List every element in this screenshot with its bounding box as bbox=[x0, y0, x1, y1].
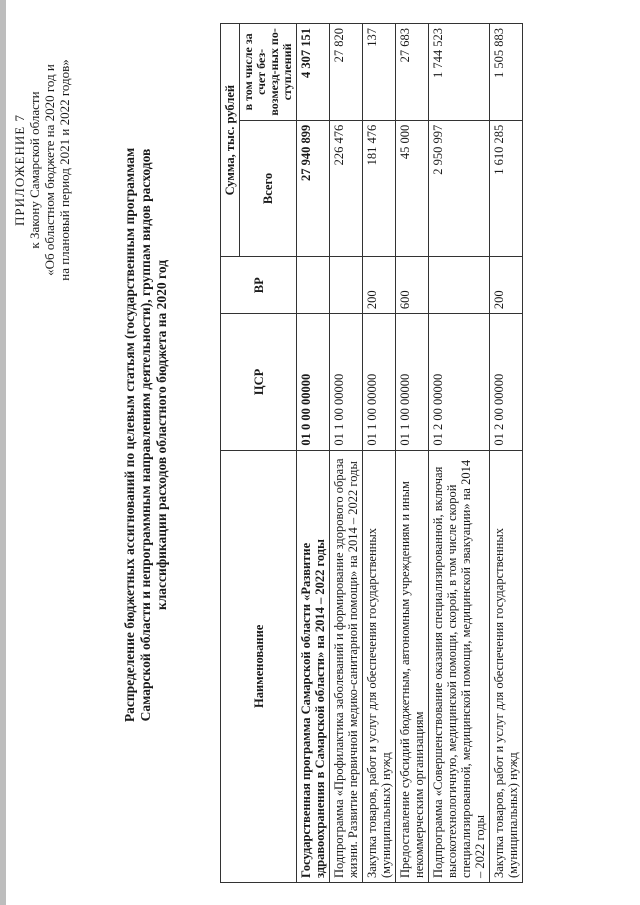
table-body bbox=[297, 24, 523, 883]
cell-free: 4 307 151 bbox=[297, 24, 330, 121]
cell-total: 27 940 899 bbox=[297, 120, 330, 257]
appendix-line: «Об областном бюджете на 2020 год и bbox=[42, 64, 57, 276]
header-free: в том числе за счет без-возмезд-ных по-ступлений bbox=[240, 24, 297, 121]
table-row bbox=[490, 24, 523, 883]
header-csr: ЦСР bbox=[221, 314, 297, 451]
cell-free: 27 820 bbox=[330, 24, 363, 121]
cell-name: Государственная программа Самарской области «Развитие здравоохранения в Самарской области» на 2014 – 2022 годы bbox=[297, 450, 330, 882]
header-sum-group: Сумма, тыс. рублей bbox=[221, 24, 240, 257]
table-row bbox=[330, 24, 363, 883]
cell-csr: 01 1 00 00000 bbox=[363, 314, 396, 451]
header-name: Наименование bbox=[221, 450, 297, 882]
header-vr: ВР bbox=[221, 257, 297, 314]
cell-csr: 01 1 00 00000 bbox=[396, 314, 429, 451]
appendix-block bbox=[12, 20, 72, 320]
cell-name: Подпрограмма «Профилактика заболеваний и формирование здорового образа жизни. Развитие первичной медико-санитарной помощи» на 2014 – 2022 годы bbox=[330, 450, 363, 882]
cell-vr bbox=[330, 257, 363, 314]
cell-csr: 01 1 00 00000 bbox=[330, 314, 363, 451]
cell-name: Закупка товаров, работ и услуг для обеспечения государственных (муниципальных) нужд bbox=[490, 450, 523, 882]
cell-name: Закупка товаров, работ и услуг для обеспечения государственных (муниципальных) нужд bbox=[363, 450, 396, 882]
appendix-title: ПРИЛОЖЕНИЕ 7 bbox=[12, 114, 27, 226]
heading-line: Распределение бюджетных ассигнований по целевым статьям (государственным программам bbox=[122, 147, 137, 723]
heading-line: Самарской области и непрограммным направлениям деятельности), группам видов расходов bbox=[138, 148, 153, 722]
cell-total: 181 476 bbox=[363, 120, 396, 257]
table-row bbox=[297, 24, 330, 883]
cell-vr bbox=[297, 257, 330, 314]
header-total: Всего bbox=[240, 120, 297, 257]
cell-free: 27 683 bbox=[396, 24, 429, 121]
cell-csr: 01 2 00 00000 bbox=[490, 314, 523, 451]
budget-table bbox=[220, 23, 523, 883]
cell-free: 1 505 883 bbox=[490, 24, 523, 121]
document-heading bbox=[122, 95, 170, 775]
cell-vr bbox=[429, 257, 490, 314]
cell-vr: 200 bbox=[363, 257, 396, 314]
cell-csr: 01 2 00 00000 bbox=[429, 314, 490, 451]
cell-free: 1 744 523 bbox=[429, 24, 490, 121]
heading-line: классификации расходов областного бюджета на 2020 год bbox=[154, 259, 169, 611]
cell-csr: 01 0 00 00000 bbox=[297, 314, 330, 451]
cell-name: Подпрограмма «Совершенствование оказания специализированной, включая высокотехнологичную, медицинской помощи, скорой, в том числе скорой специализированной, медицинской помощи, медицинской эвакуации» на 2014 – 2022 годы bbox=[429, 450, 490, 882]
table-row bbox=[396, 24, 429, 883]
cell-vr: 200 bbox=[490, 257, 523, 314]
cell-vr: 600 bbox=[396, 257, 429, 314]
cell-total: 45 000 bbox=[396, 120, 429, 257]
table-header-row bbox=[221, 24, 240, 883]
cell-total: 1 610 285 bbox=[490, 120, 523, 257]
table-row bbox=[363, 24, 396, 883]
appendix-line: к Закону Самарской области bbox=[27, 91, 42, 249]
cell-free: 137 bbox=[363, 24, 396, 121]
table-row bbox=[429, 24, 490, 883]
appendix-line: на плановый период 2021 и 2022 годов» bbox=[57, 59, 72, 281]
cell-name: Предоставление субсидий бюджетным, автономным учреждениям и иным некоммерческим организациям bbox=[396, 450, 429, 882]
cell-total: 2 950 997 bbox=[429, 120, 490, 257]
cell-total: 226 476 bbox=[330, 120, 363, 257]
